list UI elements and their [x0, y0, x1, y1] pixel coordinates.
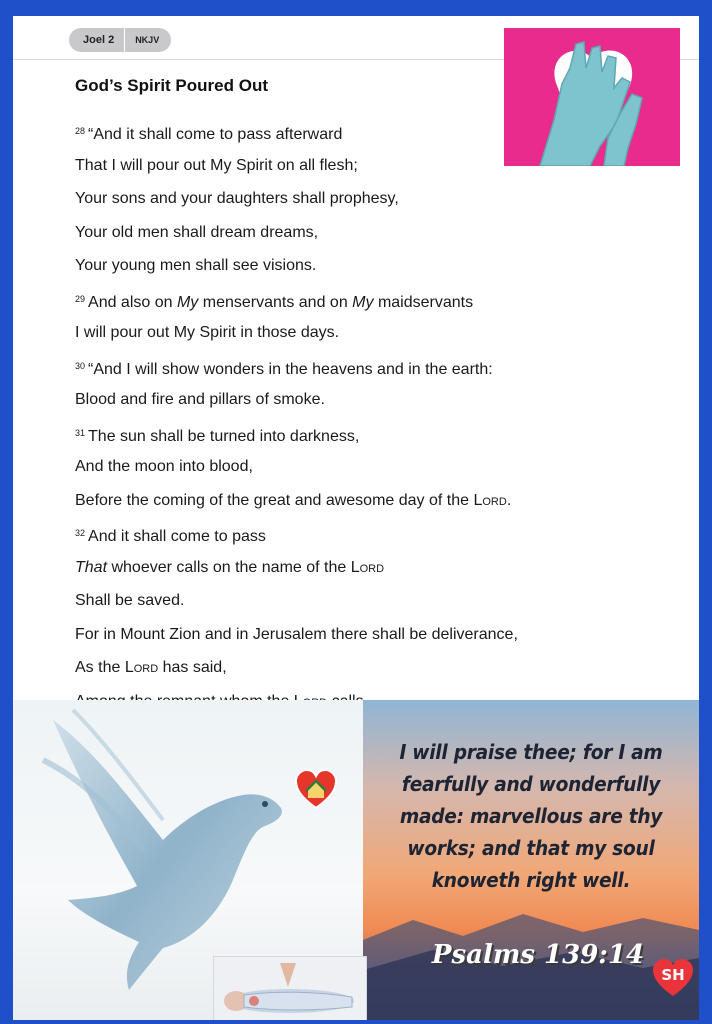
passage-text-run: menservants and on	[198, 293, 353, 311]
passage-text-run: My	[352, 293, 374, 311]
version-chip[interactable]: NKJV	[125, 28, 171, 52]
passage-text-run: whoever calls on the name of the	[107, 558, 351, 576]
passage-line	[75, 383, 675, 417]
passage-text-run: That I will pour out My Spirit on all flesh;	[75, 156, 358, 174]
passage-text-run: Lord	[124, 659, 159, 676]
passage-line	[75, 249, 675, 283]
verse-number: 32	[75, 528, 86, 538]
passage-line	[75, 182, 675, 216]
passage-line	[75, 484, 675, 518]
passage-text-run: .	[506, 491, 512, 509]
passage-line	[75, 216, 675, 250]
passage-text-run: And also on	[88, 293, 177, 311]
heart-house-icon	[294, 768, 338, 810]
passage-line	[75, 450, 675, 484]
passage-text-run: For in Mount Zion and in Jerusalem there shall be deliverance,	[75, 625, 518, 643]
passage-text-run: Lord	[473, 491, 507, 509]
passage-text-run: My	[176, 293, 199, 311]
passage-line	[75, 350, 675, 384]
verse-number: 28	[75, 126, 86, 136]
verse-number: 29	[75, 293, 86, 304]
passage-text-run: The sun shall be turned into darkness,	[88, 427, 360, 445]
passage-text-run: Your young men shall see visions.	[75, 257, 317, 274]
passage-text-run: “And it shall come to pass afterward	[88, 126, 343, 143]
verse-reference: Psalms 139:14	[431, 940, 645, 970]
section-heading: God’s Spirit Poured Out	[75, 76, 268, 95]
passage-line	[75, 584, 675, 618]
passage-text-run: “And I will show wonders in the heavens and in the earth:	[88, 360, 493, 378]
passage-text	[75, 115, 675, 718]
passage-text-run: As the	[75, 659, 125, 676]
passage-text-run: Blood and fire and pillars of smoke.	[75, 391, 325, 408]
passage-line	[75, 551, 675, 585]
passage-text-run: Lord	[350, 558, 385, 576]
passage-line	[75, 417, 675, 451]
book-chip[interactable]: Joel 2	[69, 28, 125, 52]
verse-card	[363, 700, 699, 1020]
passage-text-run: And it shall come to pass	[88, 528, 266, 545]
passage-chip-bar	[69, 28, 171, 52]
praying-hands-icon	[504, 28, 680, 166]
passage-text-run: That	[75, 558, 108, 576]
page	[13, 16, 699, 1020]
passage-line	[75, 283, 675, 317]
passage-text-run: I will pour out My Spirit in those days.	[75, 324, 340, 341]
passage-line	[75, 618, 675, 652]
passage-text-run: And the moon into blood,	[75, 458, 253, 475]
passage-text-run: Your sons and your daughters shall prophesy,	[75, 190, 399, 207]
praying-hands-image	[504, 28, 680, 166]
cpr-icon	[214, 957, 366, 1020]
verse-number: 31	[75, 427, 86, 438]
passage-line	[75, 517, 675, 551]
passage-text-run: Your old men shall dream dreams,	[75, 223, 319, 241]
passage-text-run: Shall be saved.	[75, 592, 185, 609]
passage-text-run: maidservants	[373, 293, 474, 311]
verse-number: 30	[75, 360, 86, 371]
passage-text-run: has said,	[158, 659, 227, 676]
passage-line	[75, 316, 675, 350]
passage-text-run: Before the coming of the great and awesome day of the	[75, 491, 474, 509]
passage-line	[75, 651, 675, 685]
verse-quote: I will praise thee; for I am fearfully and wonderfully made: marvellous are thy works; and that my soul knoweth right well.	[399, 740, 663, 892]
cpr-thumbnail-image	[213, 956, 367, 1020]
sh-badge: SH	[661, 966, 685, 984]
